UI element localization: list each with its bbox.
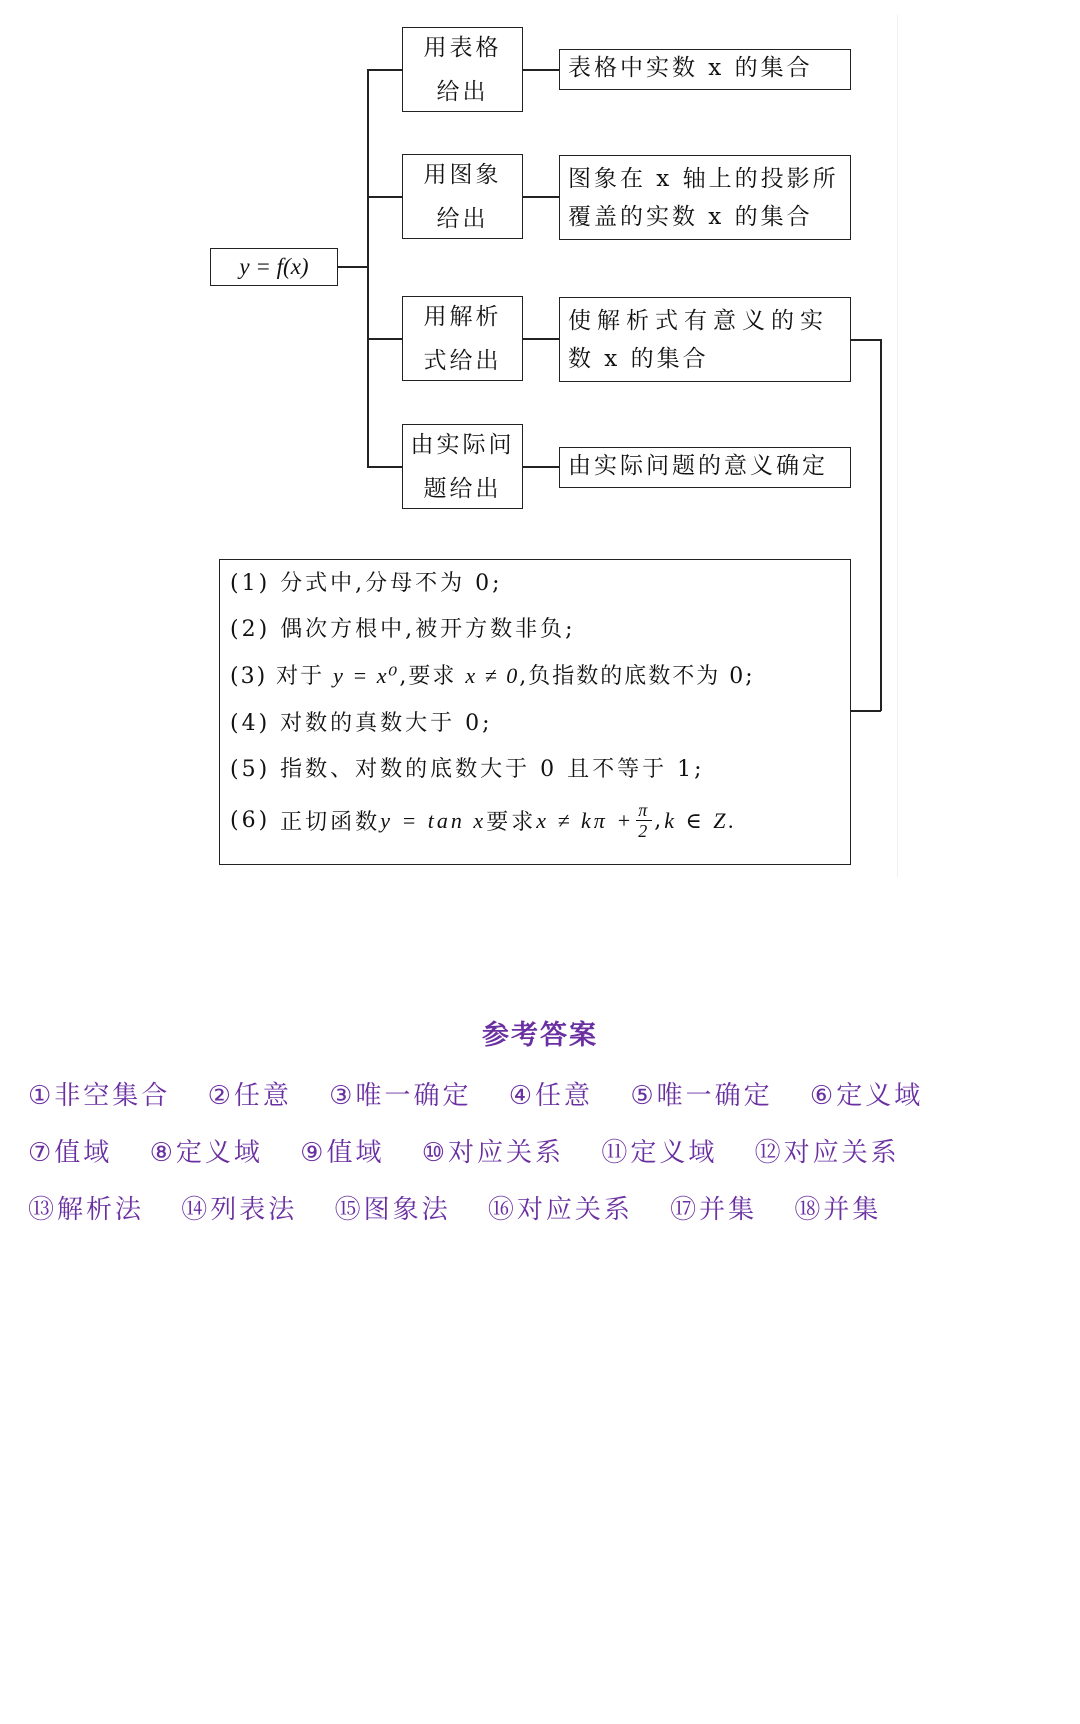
- rule-number: (5): [230, 757, 271, 782]
- method-box-practical: [402, 424, 523, 509]
- answer-item: ⑬解析法: [28, 1195, 145, 1225]
- pi-over-2-fraction: [636, 800, 652, 841]
- connector: [367, 338, 402, 340]
- rule-number: (3): [230, 664, 268, 689]
- domain-rules-box: [219, 559, 851, 865]
- method-label-line1: 用解析: [423, 303, 502, 330]
- rule-item: [230, 800, 737, 841]
- method-box-table: [402, 27, 523, 112]
- answer-item: ⑪定义域: [601, 1138, 718, 1168]
- rule-text: 指数、对数的底数大于 0 且不等于 1;: [280, 757, 705, 782]
- answer-item: ⑭列表法: [181, 1195, 298, 1225]
- result-text-line2: 覆盖的实数 x 的集合: [568, 204, 813, 230]
- rule-text: ,: [654, 808, 665, 833]
- rule-math: x ≠ kπ +: [536, 807, 635, 833]
- rule-text: 正切函数: [280, 810, 381, 835]
- result-box-formula: [559, 297, 851, 382]
- rule-math: y = x⁰: [333, 663, 400, 688]
- result-text-line1: 图象在 x 轴上的投影所: [568, 166, 839, 192]
- method-label-line2: 给出: [436, 205, 489, 232]
- rule-math: k ∈ Z.: [664, 807, 738, 833]
- fraction-denominator: 2: [638, 821, 651, 841]
- answer-item: ⑦值域: [28, 1138, 113, 1168]
- rule-number: (4): [230, 711, 271, 736]
- rule-number: (6): [230, 808, 271, 833]
- rule-text: ,负指数的底数不为 0;: [519, 664, 755, 689]
- rule-item: [230, 659, 755, 690]
- bracket-connector: [851, 339, 881, 341]
- rule-item: [230, 612, 576, 643]
- answer-item: ⑩对应关系: [421, 1138, 565, 1168]
- connector: [367, 196, 402, 198]
- answer-item: ⑥定义域: [809, 1081, 924, 1111]
- rule-item: [230, 566, 503, 597]
- answer-item: ①非空集合: [28, 1081, 171, 1111]
- answers-title: 参考答案: [482, 1020, 598, 1051]
- answer-item: ②任意: [207, 1081, 292, 1111]
- result-box-graph: [559, 155, 851, 240]
- method-label-line1: 由实际问: [410, 431, 515, 458]
- result-text-line1: 表格中实数 x 的集合: [568, 55, 813, 81]
- method-label-line2: 给出: [436, 78, 489, 105]
- connector: [523, 338, 559, 340]
- method-box-formula: [402, 296, 523, 381]
- rule-math: x ≠ 0: [465, 663, 520, 688]
- method-box-graph: [402, 154, 523, 239]
- result-text-line1: 使解析式有意义的实: [568, 308, 829, 334]
- root-function-box: y = f(x): [210, 248, 338, 286]
- connector: [367, 69, 402, 71]
- bracket-connector: [880, 339, 882, 711]
- result-text-line1: 由实际问题的意义确定: [568, 453, 828, 479]
- answer-item: ⑨值域: [300, 1138, 385, 1168]
- answers-list: [28, 1068, 1058, 1239]
- answer-item: ⑤唯一确定: [630, 1081, 773, 1111]
- answer-item: ⑧定义域: [149, 1138, 263, 1168]
- bracket-connector: [851, 710, 881, 712]
- rule-number: (2): [230, 617, 271, 642]
- answer-item: ⑫对应关系: [754, 1138, 900, 1168]
- result-text-line2: 数 x 的集合: [568, 346, 709, 372]
- connector: [367, 466, 402, 468]
- connector: [367, 69, 369, 467]
- method-label-line1: 用图象: [423, 161, 502, 188]
- method-label-line1: 用表格: [423, 34, 502, 61]
- fraction-numerator: π: [638, 800, 651, 820]
- answer-item: ③唯一确定: [329, 1081, 472, 1111]
- method-label-line2: 题给出: [423, 475, 502, 502]
- rule-item: [230, 752, 705, 783]
- rule-item: [230, 706, 493, 737]
- result-box-table: [559, 49, 851, 90]
- result-box-practical: [559, 447, 851, 488]
- rule-text: 分式中,分母不为 0;: [280, 571, 503, 596]
- rule-text: 要求: [486, 810, 537, 835]
- connector: [338, 266, 368, 268]
- answer-item: ⑮图象法: [334, 1195, 451, 1225]
- answer-item: ⑱并集: [794, 1195, 882, 1225]
- rule-text: 对于: [276, 664, 334, 689]
- answer-item: ⑰并集: [670, 1195, 758, 1225]
- answer-item: ⑯对应关系: [487, 1195, 633, 1225]
- connector: [523, 196, 559, 198]
- rule-text: ,要求: [399, 664, 466, 689]
- rule-math: y = tan x: [380, 807, 487, 833]
- rule-number: (1): [230, 571, 271, 596]
- answer-item: ④任意: [508, 1081, 594, 1111]
- connector: [523, 466, 559, 468]
- page-divider: [897, 15, 898, 877]
- rule-text: 对数的真数大于 0;: [280, 711, 493, 736]
- rule-text: 偶次方根中,被开方数非负;: [280, 617, 576, 642]
- connector: [523, 69, 559, 71]
- method-label-line2: 式给出: [423, 347, 502, 374]
